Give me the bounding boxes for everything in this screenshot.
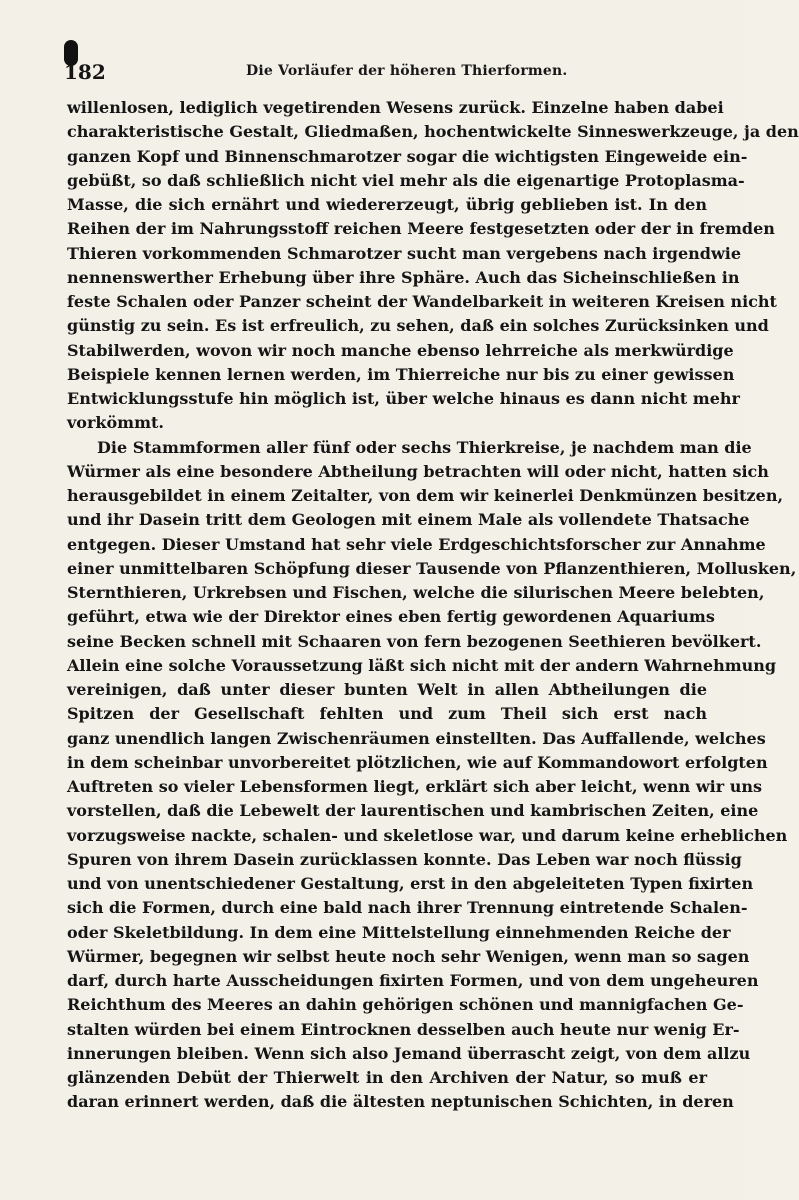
text-line: geführt, etwa wie der Direktor eines eben fertig gewordenen Aquariums	[67, 607, 715, 627]
text-line: sich die Formen, durch eine bald nach ihrer Trennung eintretende Schalen-	[67, 898, 748, 918]
text-line: und von unentschiedener Gestaltung, erst in den abgeleiteten Typen fixirten	[67, 874, 754, 893]
text-line: darf, durch harte Ausscheidungen fixirten Formen, und von dem ungeheuren	[67, 971, 759, 990]
text-line: herausgebildet in einem Zeitalter, von dem wir keinerlei Denkmünzen besitzen,	[67, 486, 784, 505]
text-line: vereinigen, daß unter dieser bunten Welt in allen Abtheilungen die	[67, 680, 707, 699]
text-line: Beispiele kennen lernen werden, im Thierreiche nur bis zu einer gewissen	[67, 364, 735, 384]
text-line: ganzen Kopf und Binnenschmarotzer sogar die wichtigsten Eingeweide ein-	[67, 146, 748, 166]
text-line: Spitzen der Gesellschaft fehlten und zum Theil sich erst nach	[67, 704, 707, 724]
text-line: entgegen. Dieser Umstand hat sehr viele Erdgeschichtsforscher zur Annahme	[67, 534, 766, 554]
text-line: charakteristische Gestalt, Gliedmaßen, hochentwickelte Sinneswerkzeuge, ja den	[67, 122, 799, 142]
paragraph-end-line: vorkömmt.	[67, 413, 164, 433]
text-line: daran erinnert werden, daß die ältesten neptunischen Schichten, in deren	[67, 1092, 734, 1112]
text-line: günstig zu sein. Es ist erfreulich, zu sehen, daß ein solches Zurücksinken und	[67, 316, 769, 336]
text-line: einer unmittelbaren Schöpfung dieser Tausende von Pflanzenthieren, Mollusken,	[67, 558, 797, 578]
body-text	[67, 96, 799, 1115]
text-line: oder Skeletbildung. In dem eine Mittelstellung einnehmenden Reiche der	[67, 922, 731, 942]
text-line: willenlosen, lediglich vegetirenden Wesens zurück. Einzelne haben dabei	[67, 98, 724, 117]
text-line: Würmer als eine besondere Abtheilung betrachten will oder nicht, hatten sich	[67, 461, 769, 481]
text-line: Thieren vorkommenden Schmarotzer sucht man vergebens nach irgendwie	[67, 243, 741, 263]
text-line: vorstellen, daß die Lebewelt der laurentischen und kambrischen Zeiten, eine	[67, 801, 759, 821]
text-line: vorzugsweise nackte, schalen- und skeletlose war, und darum keine erheblichen	[67, 825, 788, 845]
text-line: Auftreten so vieler Lebensformen liegt, erklärt sich aber leicht, wenn wir uns	[67, 777, 763, 796]
text-line: Reihen der im Nahrungsstoff reichen Meere festgesetzten oder der in fremden	[67, 219, 775, 239]
text-line: in dem scheinbar unvorbereitet plötzlichen, wie auf Kommandowort erfolgten	[67, 752, 768, 772]
text-line: Entwicklungsstufe hin möglich ist, über welche hinaus es dann nicht mehr	[67, 389, 740, 408]
paragraph-start-line: Die Stammformen aller fünf oder sechs Thierkreise, je nachdem man die	[97, 437, 752, 457]
text-line: Reichthum des Meeres an dahin gehörigen schönen und mannigfachen Ge-	[67, 995, 744, 1015]
text-line: glänzenden Debüt der Thierwelt in den Archiven der Natur, so muß er	[67, 1068, 707, 1087]
text-line: stalten würden bei einem Eintrocknen desselben auch heute nur wenig Er-	[67, 1019, 740, 1039]
text-line: feste Schalen oder Panzer scheint der Wandelbarkeit in weiteren Kreisen nicht	[67, 292, 777, 311]
text-line: nennenswerther Erhebung über ihre Sphäre. Auch das Sicheinschließen in	[67, 267, 740, 287]
running-head: Die Vorläufer der höheren Thierformen.	[246, 63, 568, 79]
text-line: Stabilwerden, wovon wir noch manche ebenso lehrreiche als merkwürdige	[67, 340, 734, 360]
text-line: Spuren von ihrem Dasein zurücklassen konnte. Das Leben war noch flüssig	[67, 849, 742, 869]
text-line: Würmer, begegnen wir selbst heute noch sehr Wenigen, wenn man so sagen	[67, 946, 750, 966]
text-line: seine Becken schnell mit Schaaren von fern bezogenen Seethieren bevölkert.	[67, 631, 762, 651]
text-line: innerungen bleiben. Wenn sich also Jemand überrascht zeigt, von dem allzu	[67, 1043, 751, 1063]
text-line: und ihr Dasein tritt dem Geologen mit einem Male als vollendete Thatsache	[67, 510, 750, 530]
text-line: Allein eine solche Voraussetzung läßt sich nicht mit der andern Wahrnehmung	[67, 655, 777, 675]
text-line: Masse, die sich ernährt und wiedererzeugt, übrig geblieben ist. In den	[67, 195, 707, 214]
page-number: 182	[64, 60, 106, 84]
text-line: Sternthieren, Urkrebsen und Fischen, welche die silurischen Meere belebten,	[67, 583, 765, 602]
text-line: gebüßt, so daß schließlich nicht viel mehr als die eigenartige Protoplasma-	[67, 170, 745, 190]
text-line: ganz unendlich langen Zwischenräumen einstellten. Das Auffallende, welches	[67, 728, 766, 748]
